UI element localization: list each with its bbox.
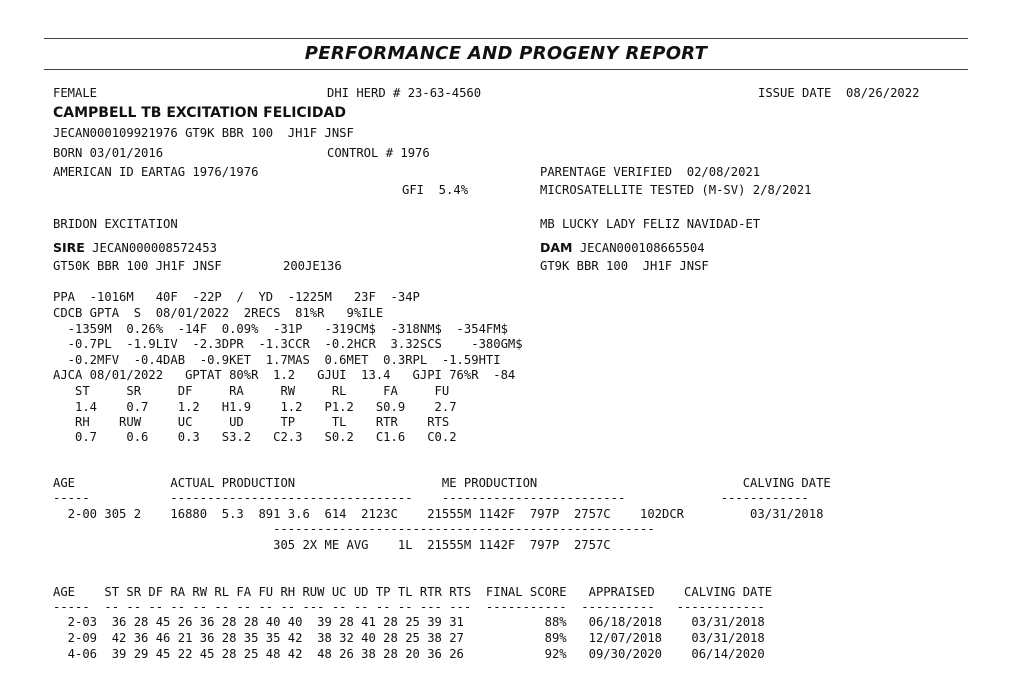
eval-line: 1.4 0.7 1.2 H1.9 1.2 P1.2 S0.9 2.7: [53, 400, 457, 414]
sire-name: BRIDON EXCITATION: [53, 217, 178, 231]
sex: FEMALE: [53, 86, 98, 100]
eval-line: -0.7PL -1.9LIV -2.3DPR -1.3CCR -0.2HCR 3.32SCS -380GM$: [53, 337, 523, 351]
production-avg-dashes: ----------------------------------------------------: [53, 522, 655, 536]
dam-id: JECAN000108665504: [579, 241, 705, 255]
eval-line: RH RUW UC UD TP TL RTR RTS: [53, 415, 450, 429]
top-rule: [44, 38, 968, 39]
eval-line: 0.7 0.6 0.3 S3.2 C2.3 S0.2 C1.6 C0.2: [53, 430, 457, 444]
sire-id-line: [53, 240, 217, 256]
animal-name: CAMPBELL TB EXCITATION FELICIDAD: [53, 105, 346, 121]
classification-headers: AGE ST SR DF RA RW RL FA FU RH RUW UC UD TP TL RTR RTS FINAL SCORE APPRAISED CALVING DATE: [53, 585, 773, 599]
american-id: AMERICAN ID EARTAG 1976/1976: [53, 165, 259, 179]
sire-genomic: GT50K BBR 100 JH1F JNSF: [53, 259, 222, 273]
gfi-value: GFI 5.4%: [402, 183, 469, 197]
dam-name: MB LUCKY LADY FELIZ NAVIDAD-ET: [540, 217, 761, 231]
eval-line: AJCA 08/01/2022 GPTAT 80%R 1.2 GJUI 13.4 GJPI 76%R -84: [53, 368, 516, 382]
control-number: CONTROL # 1976: [327, 146, 430, 160]
herd-number: DHI HERD # 23-63-4560: [327, 86, 482, 100]
eval-line: CDCB GPTA S 08/01/2022 2RECS 81%R 9%ILE: [53, 306, 384, 320]
classification-dashes: ----- -- -- -- -- -- -- -- -- -- --- -- -- -- -- --- --- ----------- ---------- ------------: [53, 600, 765, 614]
microsatellite-tested: MICROSATELLITE TESTED (M-SV) 2/8/2021: [540, 183, 812, 197]
production-headers: AGE ACTUAL PRODUCTION ME PRODUCTION CALVING DATE: [53, 476, 831, 490]
title-rule: [44, 69, 968, 70]
sire-code: 200JE136: [283, 259, 342, 273]
eval-line: PPA -1016M 40F -22P / YD -1225M 23F -34P: [53, 290, 420, 304]
birth-date: BORN 03/01/2016: [53, 146, 164, 160]
sire-label: SIRE: [53, 240, 85, 255]
dam-genomic: GT9K BBR 100 JH1F JNSF: [540, 259, 709, 273]
classification-row: 2-03 36 28 45 26 36 28 28 40 40 39 28 41 28 25 39 31 88% 06/18/2018 03/31/2018: [53, 615, 765, 629]
eval-line: ST SR DF RA RW RL FA FU: [53, 384, 450, 398]
dam-label: DAM: [540, 240, 573, 255]
eval-line: -1359M 0.26% -14F 0.09% -31P -319CM$ -318NM$ -354FM$: [53, 322, 508, 336]
registration-line: JECAN000109921976 GT9K BBR 100 JH1F JNSF: [53, 126, 354, 140]
sire-id: JECAN000008572453: [92, 241, 217, 255]
production-avg-row: 305 2X ME AVG 1L 21555M 1142F 797P 2757C: [53, 538, 611, 552]
eval-line: -0.2MFV -0.4DAB -0.9KET 1.7MAS 0.6MET 0.3RPL -1.59HTI: [53, 353, 501, 367]
issue-date: ISSUE DATE 08/26/2022: [758, 86, 920, 100]
dam-id-line: [540, 240, 705, 256]
production-dashes: ----- --------------------------------- ------------------------- ------------: [53, 491, 809, 505]
classification-row: 4-06 39 29 45 22 45 28 25 48 42 48 26 38 28 20 36 26 92% 09/30/2020 06/14/2020: [53, 647, 765, 661]
report-title: PERFORMANCE AND PROGENY REPORT: [304, 43, 708, 64]
parentage-verified: PARENTAGE VERIFIED 02/08/2021: [540, 165, 761, 179]
production-row: 2-00 305 2 16880 5.3 891 3.6 614 2123C 21555M 1142F 797P 2757C 102DCR 03/31/2018: [53, 507, 824, 521]
classification-row: 2-09 42 36 46 21 36 28 35 35 42 38 32 40 28 25 38 27 89% 12/07/2018 03/31/2018: [53, 631, 765, 645]
